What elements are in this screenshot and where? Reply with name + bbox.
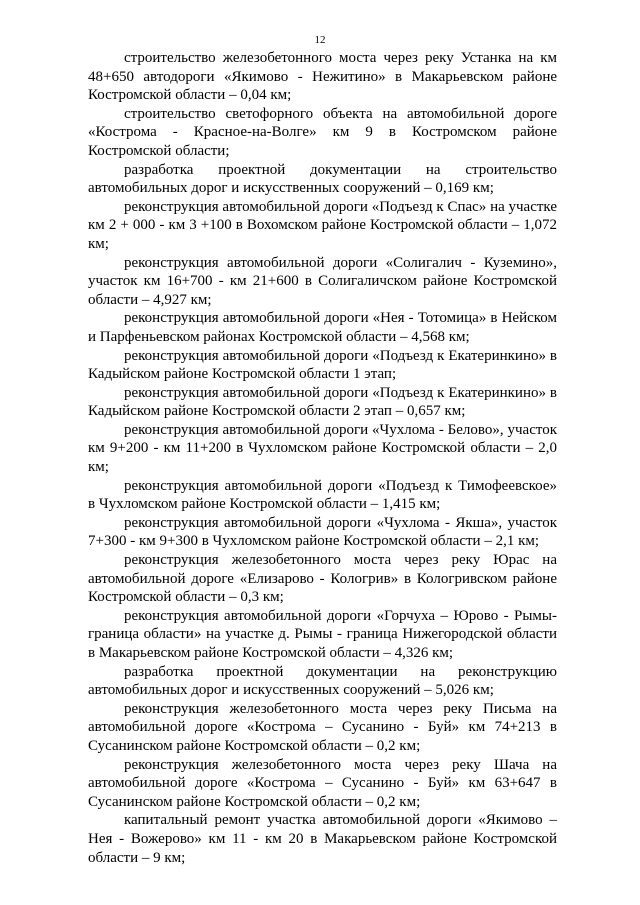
- list-item: реконструкция железобетонного моста через реку Письма на автомобильной дороге «Кострома – Сусанино - Буй» км 74+213 в Сусанинском районе Костромской области – 0,2 км;: [88, 700, 557, 754]
- list-item: реконструкция железобетонного моста через реку Шача на автомобильной дороге «Кострома – Сусанино - Буй» км 63+647 в Сусанинском районе Костромской области – 0,2 км;: [88, 756, 557, 810]
- page-number: 12: [314, 34, 326, 46]
- list-item: строительство железобетонного моста через реку Устанка на км 48+650 автодороги «Якимово - Нежитино» в Макарьевском районе Костромской области – 0,04 км;: [88, 50, 557, 104]
- list-item: разработка проектной документации на строительство автомобильных дорог и искусственных сооружений – 0,169 км;: [88, 161, 557, 197]
- list-item: строительство светофорного объекта на автомобильной дороге «Кострома - Красное-на-Волге» км 9 в Костромском районе Костромской области;: [88, 105, 557, 159]
- list-item: реконструкция автомобильной дороги «Подъезд к Екатеринкино» в Кадыйском районе Костромской области 2 этап – 0,657 км;: [88, 384, 557, 420]
- list-item: реконструкция автомобильной дороги «Подъезд к Спас» на участке км 2 + 000 - км 3 +100 в Вохомском районе Костромской области – 1,072 км;: [88, 198, 557, 252]
- list-item: капитальный ремонт участка автомобильной дороги «Якимово – Нея - Вожерово» км 11 - км 20 в Макарьевском районе Костромской области – 9 км;: [88, 812, 557, 866]
- list-item: реконструкция автомобильной дороги «Нея - Тотомица» в Нейском и Парфеньевском районах Костромской области – 4,568 км;: [88, 310, 557, 345]
- list-item: разработка проектной документации на реконструкцию автомобильных дорог и искусственных сооружений – 5,026 км;: [88, 663, 557, 699]
- list-item: реконструкция железобетонного моста через реку Юрас на автомобильной дороге «Елизарово - Кологрив» в Кологривском районе Костромской области – 0,3 км;: [88, 552, 557, 606]
- list-item: реконструкция автомобильной дороги «Чухлома - Якша», участок 7+300 - км 9+300 в Чухломском районе Костромской области – 2,1 км;: [88, 514, 557, 550]
- list-item: реконструкция автомобильной дороги «Солигалич - Куземино», участок км 16+700 - км 21+600 в Солигаличском районе Костромской области – 4,927 км;: [88, 254, 557, 308]
- list-item: реконструкция автомобильной дороги «Подъезд к Тимофеевское» в Чухломском районе Костромской области – 1,415 км;: [88, 477, 557, 513]
- list-item: реконструкция автомобильной дороги «Чухлома - Белово», участок км 9+200 - км 11+200 в Чухломском районе Костромской области – 2,0 км;: [88, 421, 557, 476]
- document-body: [88, 49, 557, 867]
- list-item: реконструкция автомобильной дороги «Подъезд к Екатеринкино» в Кадыйском районе Костромской области 1 этап;: [88, 347, 557, 383]
- list-item: реконструкция автомобильной дороги «Горчуха – Юрово - Рымы- граница области» на участке д. Рымы - граница Нижегородской области в Макарьевском районе Костромской области – 4,326 км;: [88, 607, 557, 661]
